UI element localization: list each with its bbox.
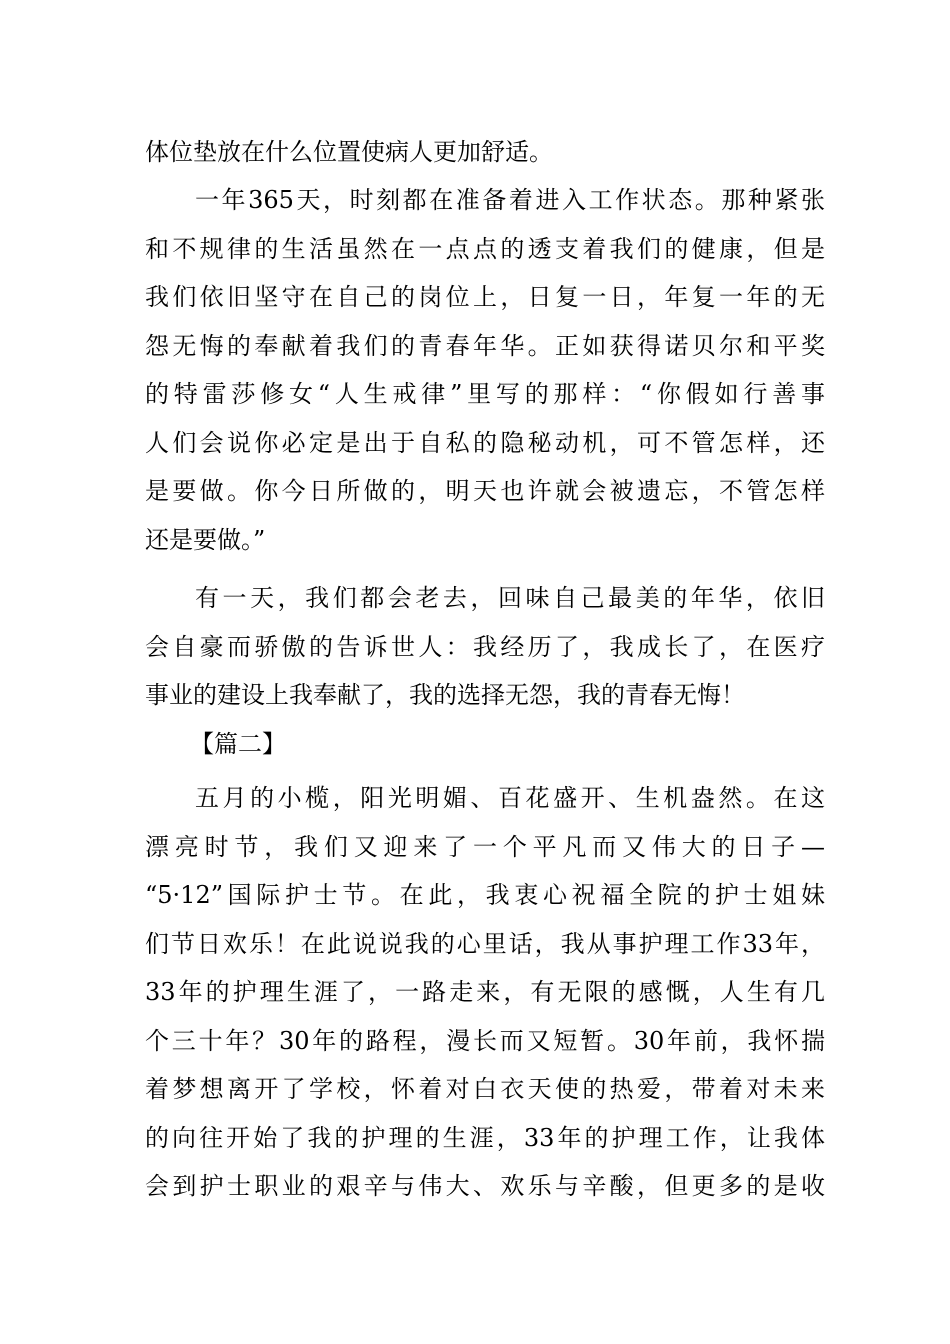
text-line: 怨无悔的奉献着我们的青春年华。正如获得诺贝尔和平奖 xyxy=(145,332,825,360)
text-line: 个三十年？30年的路程，漫长而又短暂。30年前，我怀揣 xyxy=(145,1027,825,1055)
paragraph-first-line: 五月的小榄，阳光明媚、百花盛开、生机盎然。在这 xyxy=(195,784,825,812)
text-line: 和不规律的生活虽然在一点点的透支着我们的健康，但是 xyxy=(145,235,825,263)
text-line: 漂亮时节，我们又迎来了一个平凡而又伟大的日子— xyxy=(145,833,825,861)
text-line: 33年的护理生涯了，一路走来，有无限的感慨，人生有几 xyxy=(145,978,825,1006)
text-line: 人们会说你必定是出于自私的隐秘动机，可不管怎样，还 xyxy=(145,429,825,457)
text-line: 着梦想离开了学校，怀着对白衣天使的热爱，带着对未来 xyxy=(145,1075,825,1103)
text-line: 我们依旧坚守在自己的岗位上，日复一日，年复一年的无 xyxy=(145,283,825,311)
text-line: 会到护士职业的艰辛与伟大、欢乐与辛酸，但更多的是收 xyxy=(145,1172,825,1200)
paragraph-first-line: 一年365天，时刻都在准备着进入工作状态。那种紧张 xyxy=(195,186,825,214)
section-heading: 【篇二】 xyxy=(190,730,286,758)
text-line: 体位垫放在什么位置使病人更加舒适。 xyxy=(145,138,553,166)
text-line: 的特雷莎修女“人生戒律”里写的那样：“你假如行善事 xyxy=(145,380,825,408)
text-line: 还是要做。” xyxy=(145,526,266,554)
text-line: 是要做。你今日所做的，明天也许就会被遗忘，不管怎样 xyxy=(145,477,825,505)
text-line: “5·12”国际护士节。在此，我衷心祝福全院的护士姐妹 xyxy=(145,881,825,909)
text-line: 们节日欢乐！在此说说我的心里话，我从事护理工作33年， xyxy=(145,930,825,958)
text-line: 事业的建设上我奉献了，我的选择无怨，我的青春无悔！ xyxy=(145,681,745,709)
text-line: 的向往开始了我的护理的生涯，33年的护理工作，让我体 xyxy=(145,1124,825,1152)
paragraph-first-line: 有一天，我们都会老去，回味自己最美的年华，依旧 xyxy=(195,584,825,612)
text-line: 会自豪而骄傲的告诉世人：我经历了，我成长了，在医疗 xyxy=(145,633,825,661)
